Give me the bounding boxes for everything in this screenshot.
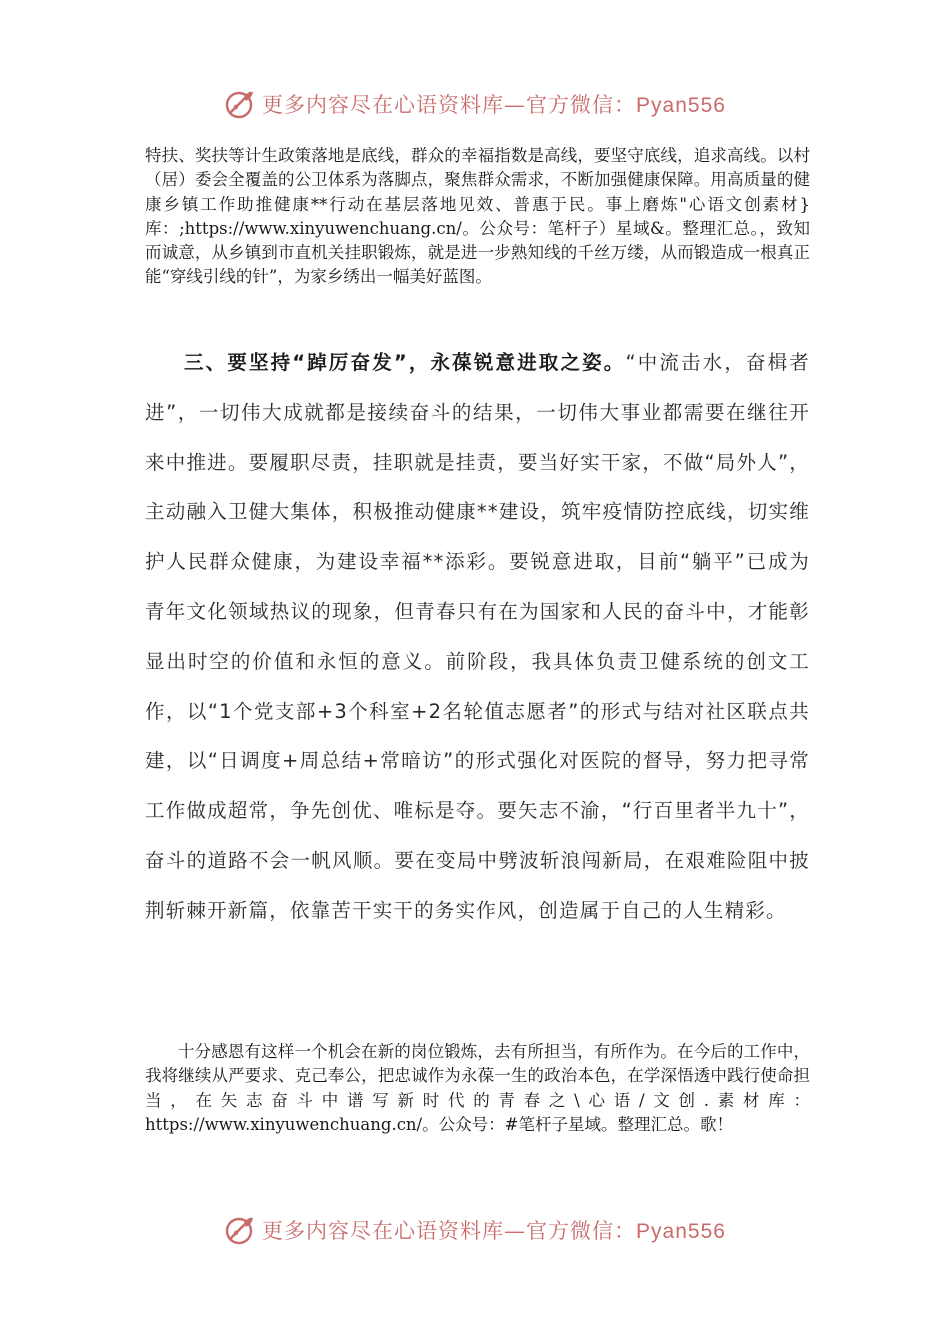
footer-banner-text: 更多内容尽在心语资料库—官方微信：Pyan556 [262, 1219, 726, 1243]
paragraph-2 [145, 338, 810, 936]
section-heading: 三、要坚持“踔厉奋发”，永葆锐意进取之姿。 [184, 351, 626, 374]
footer-wechat-id: Pyan556 [636, 1220, 726, 1243]
quill-pen-logo-icon [224, 1214, 256, 1246]
footer-banner [0, 1210, 950, 1250]
header-wechat-id: Pyan556 [636, 94, 726, 117]
quill-pen-logo-icon [224, 88, 256, 120]
header-banner-text: 更多内容尽在心语资料库—官方微信：Pyan556 [262, 93, 726, 117]
header-banner [0, 84, 950, 124]
paragraph-2-body: “中流击水，奋楫者进”，一切伟大成就都是接续奋斗的结果，一切伟大事业都需要在继往开来中推进。要履职尽责，挂职就是挂责，要当好实干家，不做“局外人”，主动融入卫健大集体，积极推动健康**建设，筑牢疫情防控底线，切实维护人民群众健康，为建设幸福**添彩。要锐意进取，目前“躺平”已成为青年文化领域热议的现象，但青春只有在为国家和人民的奋斗中，才能彰显出时空的价值和永恒的意义。前阶段，我具体负责卫健系统的创文工作，以“1个党支部+3个科室+2名轮值志愿者”的形式与结对社区联点共建，以“日调度+周总结+常暗访”的形式强化对医院的督导，努力把寻常工作做成超常，争先创优、唯标是夺。要矢志不渝，“行百里者半九十”，奋斗的道路不会一帆风顺。要在变局中劈波斩浪闯新局，在艰难险阻中披荆斩棘开新篇，依靠苦干实干的务实作风，创造属于自己的人生精彩。 [145, 351, 810, 922]
paragraph-1: 特扶、奖扶等计生政策落地是底线，群众的幸福指数是高线，要坚守底线，追求高线。以村（居）委会全覆盖的公卫体系为落脚点，聚焦群众需求，不断加强健康保障。用高质量的健康乡镇工作助推健康**行动在基层落地见效、普惠于民。事上磨炼"心语文创素材}库：;https://www.xinyuwenchuang.cn/。公众号：笔杆子）星域&。整理汇总。，致知而诚意，从乡镇到市直机关挂职锻炼，就是进一步熟知线的千丝万缕，从而锻造成一根真正能“穿线引线的针”，为家乡绣出一幅美好蓝图。 [145, 146, 810, 287]
paragraph-3: 十分感恩有这样一个机会在新的岗位锻炼，去有所担当，有所作为。在今后的工作中，我将继续从严要求、克己奉公，把忠诚作为永葆一生的政治本色，在学深悟透中践行使命担当，在矢志奋斗中谱写新时代的青春之\心语/文创.素材库：https://www.xinyuwenchuang.cn/。公众号：#笔杆子星域。整理汇总。歌！ [145, 1042, 810, 1134]
